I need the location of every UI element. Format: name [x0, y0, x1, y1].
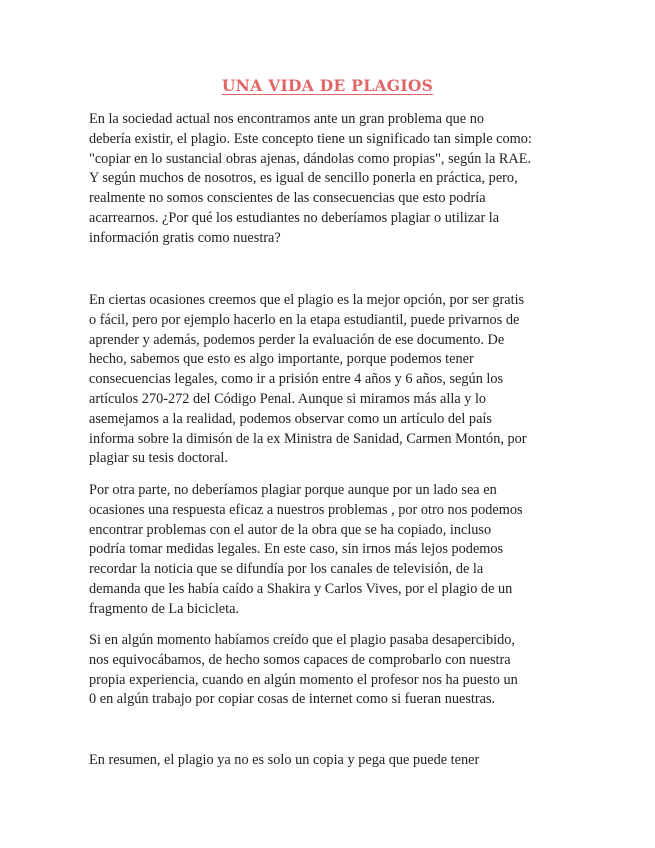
- text-line: hecho, sabemos que esto es algo importante, porque podemos tener: [89, 351, 474, 368]
- text-line: acarrearnos. ¿Por qué los estudiantes no deberíamos plagiar o utilizar la: [89, 209, 500, 226]
- text-line: realmente no somos conscientes de las consecuencias que esto podría: [89, 190, 486, 207]
- text-line: fragmento de La bicicleta.: [89, 600, 240, 617]
- text-line: aprender y además, podemos perder la evaluación de ese documento. De: [89, 331, 505, 348]
- text-line: ocasiones una respuesta eficaz a nuestros problemas , por otro nos podemos: [89, 501, 523, 518]
- text-line: "copiar en lo sustancial obras ajenas, dándolas como propias", según la RAE.: [89, 150, 532, 167]
- text-line: recordar la noticia que se difundía por los canales de televisión, de la: [89, 561, 484, 578]
- paragraph-summary: [89, 751, 567, 771]
- text-line: podría tomar medidas legales. En este caso, sin irnos más lejos podemos: [89, 541, 504, 558]
- text-line: Si en algún momento habíamos creído que el plagio pasaba desapercibido,: [89, 632, 516, 648]
- paragraph-consequences: [89, 291, 567, 469]
- text-line: propia experiencia, cuando en algún momento el profesor nos ha puesto un: [89, 671, 518, 688]
- text-line: En ciertas ocasiones creemos que el plagio es la mejor opción, por ser gratis: [89, 292, 525, 308]
- text-line: En resumen, el plagio ya no es solo un copia y pega que puede tener: [89, 752, 480, 768]
- text-line: asemejamos a la realidad, podemos observar como un artículo del país: [89, 410, 492, 427]
- paragraph-introduction: [89, 110, 567, 249]
- paragraph-experience: [89, 631, 567, 710]
- text-line: encontrar problemas con el autor de la obra que se ha copiado, incluso: [89, 521, 492, 538]
- text-line: informa sobre la dimisón de la ex Ministra de Sanidad, Carmen Montón, por: [89, 430, 527, 447]
- text-line: demanda que les había caído a Shakira y Carlos Vives, por el plagio de un: [89, 580, 513, 597]
- text-line: o fácil, pero por ejemplo hacerlo en la etapa estudiantil, puede privarnos de: [89, 311, 520, 328]
- text-line: 0 en algún trabajo por copiar cosas de internet como si fueran nuestras.: [89, 691, 496, 708]
- text-line: artículos 270-272 del Código Penal. Aunque si miramos más alla y lo: [89, 390, 487, 407]
- document-title: UNA VIDA DE PLAGIOS: [221, 76, 434, 95]
- paragraph-legal-issues: [89, 481, 567, 620]
- text-line: información gratis como nuestra?: [89, 229, 281, 246]
- text-line: consecuencias legales, como ir a prisión entre 4 años y 6 años, según los: [89, 371, 504, 388]
- text-line: Y según muchos de nosotros, es igual de sencillo ponerla en práctica, pero,: [89, 170, 518, 187]
- text-line: Por otra parte, no deberíamos plagiar porque aunque por un lado sea en: [89, 482, 497, 498]
- text-line: En la sociedad actual nos encontramos ante un gran problema que no: [89, 111, 485, 127]
- text-line: nos equivocábamos, de hecho somos capaces de comprobarlo con nuestra: [89, 651, 511, 668]
- text-line: debería existir, el plagio. Este concepto tiene un significado tan simple como:: [89, 130, 532, 147]
- text-line: plagiar su tesis doctoral.: [89, 450, 228, 467]
